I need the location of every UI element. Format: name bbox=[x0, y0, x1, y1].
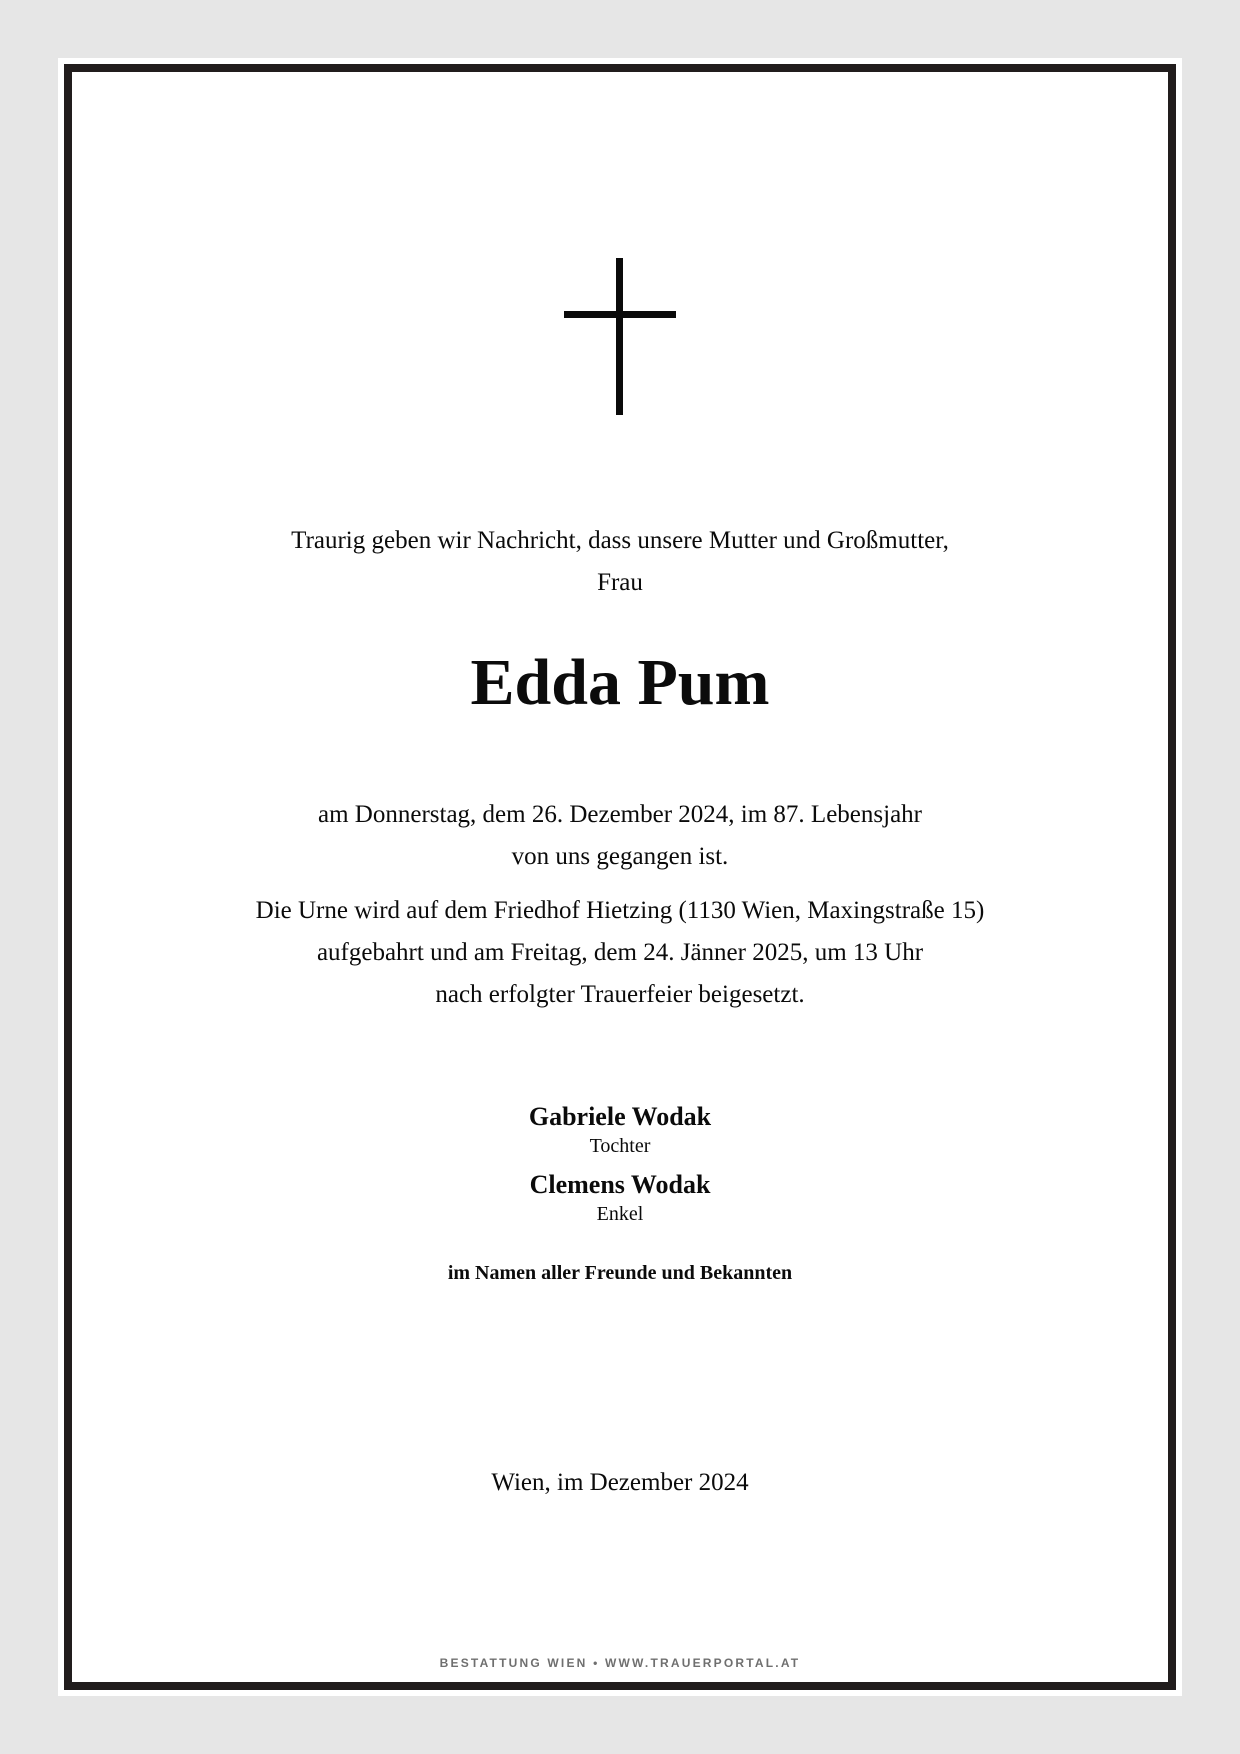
footer-branding: BESTATTUNG WIEN • WWW.TRAUERPORTAL.AT bbox=[439, 1656, 801, 1670]
mourners-list bbox=[58, 1101, 1182, 1227]
intro-line-1: Traurig geben wir Nachricht, dass unsere Mutter und Großmutter, bbox=[291, 527, 949, 554]
mourner-relation: Tochter bbox=[589, 1135, 651, 1157]
burial-line-1: Die Urne wird auf dem Friedhof Hietzing (1130 Wien, Maxingstraße 15) bbox=[255, 897, 985, 924]
intro-line-2: Frau bbox=[597, 569, 643, 596]
obituary-page bbox=[58, 58, 1182, 1696]
mourner-name: Gabriele Wodak bbox=[528, 1102, 712, 1131]
death-paragraph bbox=[58, 794, 1182, 878]
burial-line-3: nach erfolgter Trauerfeier beigesetzt. bbox=[435, 981, 805, 1008]
mourner-name: Clemens Wodak bbox=[529, 1170, 711, 1199]
closing-text: im Namen aller Freunde und Bekannten bbox=[447, 1262, 793, 1284]
death-line-2: von uns gegangen ist. bbox=[511, 843, 729, 870]
mourner-entry bbox=[58, 1101, 1182, 1159]
place-date: Wien, im Dezember 2024 bbox=[491, 1469, 749, 1496]
mourner-entry bbox=[58, 1169, 1182, 1227]
burial-paragraph bbox=[58, 890, 1182, 1016]
death-line-1: am Donnerstag, dem 26. Dezember 2024, im 87. Lebensjahr bbox=[318, 801, 922, 828]
mourner-relation: Enkel bbox=[596, 1203, 644, 1225]
intro-text bbox=[58, 520, 1182, 604]
cross-vertical-bar bbox=[616, 258, 623, 415]
burial-line-2: aufgebahrt und am Freitag, dem 24. Jänner 2025, um 13 Uhr bbox=[316, 939, 924, 966]
cross-icon bbox=[564, 258, 676, 415]
deceased-name: Edda Pum bbox=[470, 646, 770, 719]
cross-horizontal-bar bbox=[564, 311, 676, 318]
